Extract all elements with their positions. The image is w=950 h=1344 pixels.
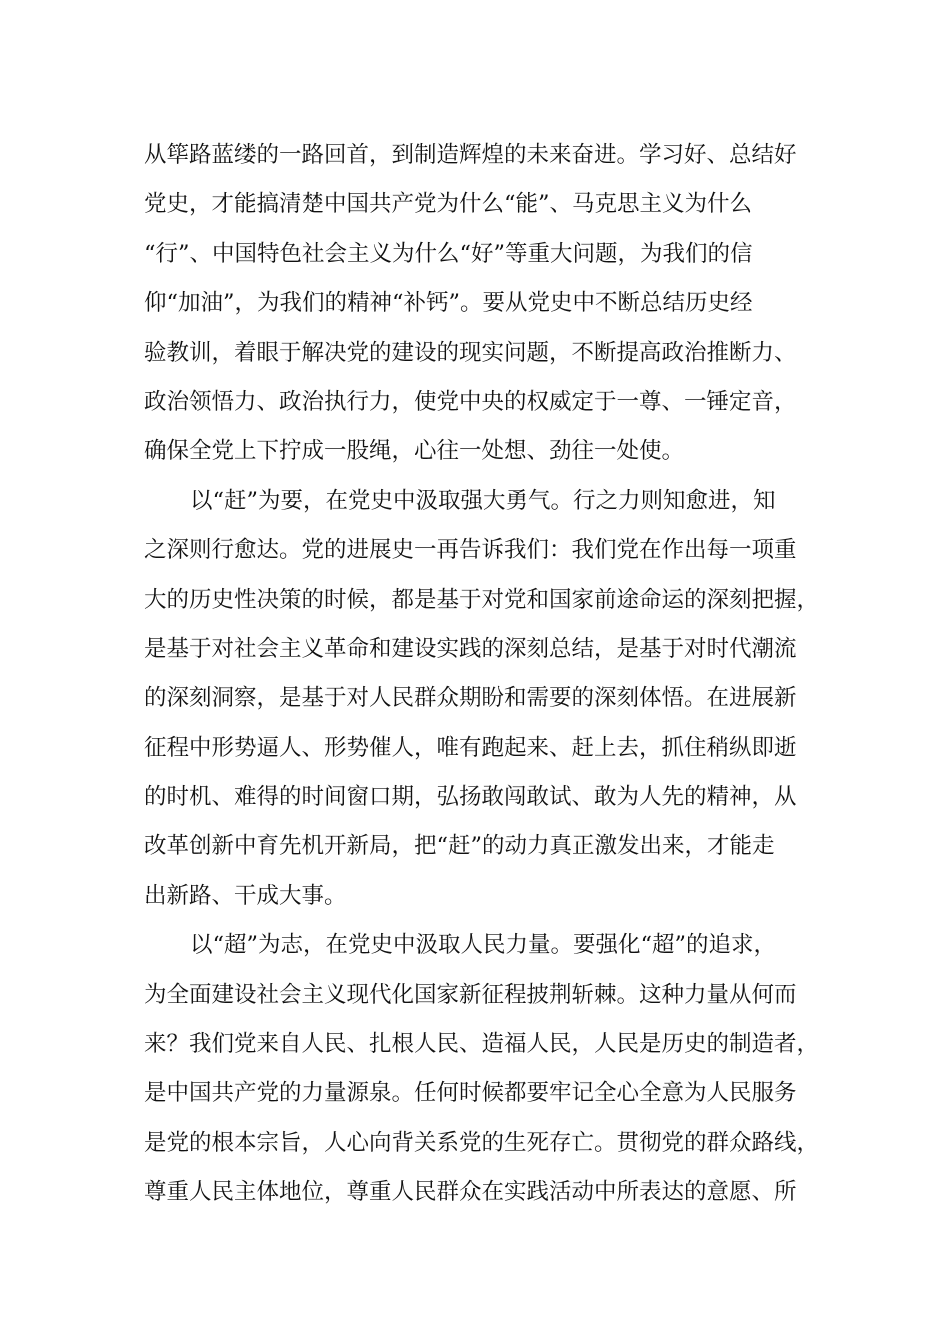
text-line: 之深则行愈达。党的进展史一再告诉我们：我们党在作出每一项重	[144, 537, 797, 564]
paragraph-2	[144, 477, 834, 922]
text-line: 大的历史性决策的时候，都是基于对党和国家前途命运的深刻把握，	[144, 586, 820, 613]
body-text	[144, 131, 834, 1218]
text-line: 的时机、难得的时间窗口期，弘扬敢闯敢试、敢为人先的精神，从	[144, 784, 797, 811]
text-line: 确保全党上下拧成一股绳，心往一处想、劲往一处使。	[144, 438, 685, 465]
text-line: 征程中形势逼人、形势催人，唯有跑起来、赶上去，抓住稍纵即逝	[144, 734, 797, 761]
text-line: 政治领悟力、政治执行力，使党中央的权威定于一尊、一锤定音，	[144, 388, 797, 415]
text-line: “行”、中国特色社会主义为什么“好”等重大问题，为我们的信	[144, 240, 753, 267]
text-line: 改革创新中育先机开新局，把“赶”的动力真正激发出来，才能走	[144, 833, 775, 860]
text-line: 仰“加油”，为我们的精神“补钙”。要从党史中不断总结历史经	[144, 290, 753, 317]
paragraph-1	[144, 131, 834, 477]
text-line: 为全面建设社会主义现代化国家新征程披荆斩棘。这种力量从何而	[144, 981, 797, 1008]
text-line: 来？我们党来自人民、扎根人民、造福人民，人民是历史的制造者，	[144, 1031, 820, 1058]
text-line: 党史，才能搞清楚中国共产党为什么“能”、马克思主义为什么	[144, 191, 753, 218]
text-line: 以“超”为志，在党史中汲取人民力量。要强化“超”的追求，	[190, 932, 777, 959]
text-line: 验教训，着眼于解决党的建设的现实问题，不断提高政治推断力、	[144, 339, 797, 366]
text-line: 是中国共产党的力量源泉。任何时候都要牢记全心全意为人民服务	[144, 1080, 797, 1107]
paragraph-3	[144, 921, 834, 1217]
text-line: 出新路、干成大事。	[144, 882, 347, 909]
text-line: 的深刻洞察，是基于对人民群众期盼和需要的深刻体悟。在进展新	[144, 685, 797, 712]
text-line: 尊重人民主体地位，尊重人民群众在实践活动中所表达的意愿、所	[144, 1179, 797, 1206]
text-line: 以“赶”为要，在党史中汲取强大勇气。行之力则知愈进，知	[190, 487, 776, 514]
text-line: 从筚路蓝缕的一路回首，到制造辉煌的未来奋进。学习好、总结好	[144, 142, 797, 168]
text-line: 是党的根本宗旨，人心向背关系党的生死存亡。贯彻党的群众路线，	[144, 1129, 820, 1156]
text-line: 是基于对社会主义革命和建设实践的深刻总结，是基于对时代潮流	[144, 635, 797, 662]
